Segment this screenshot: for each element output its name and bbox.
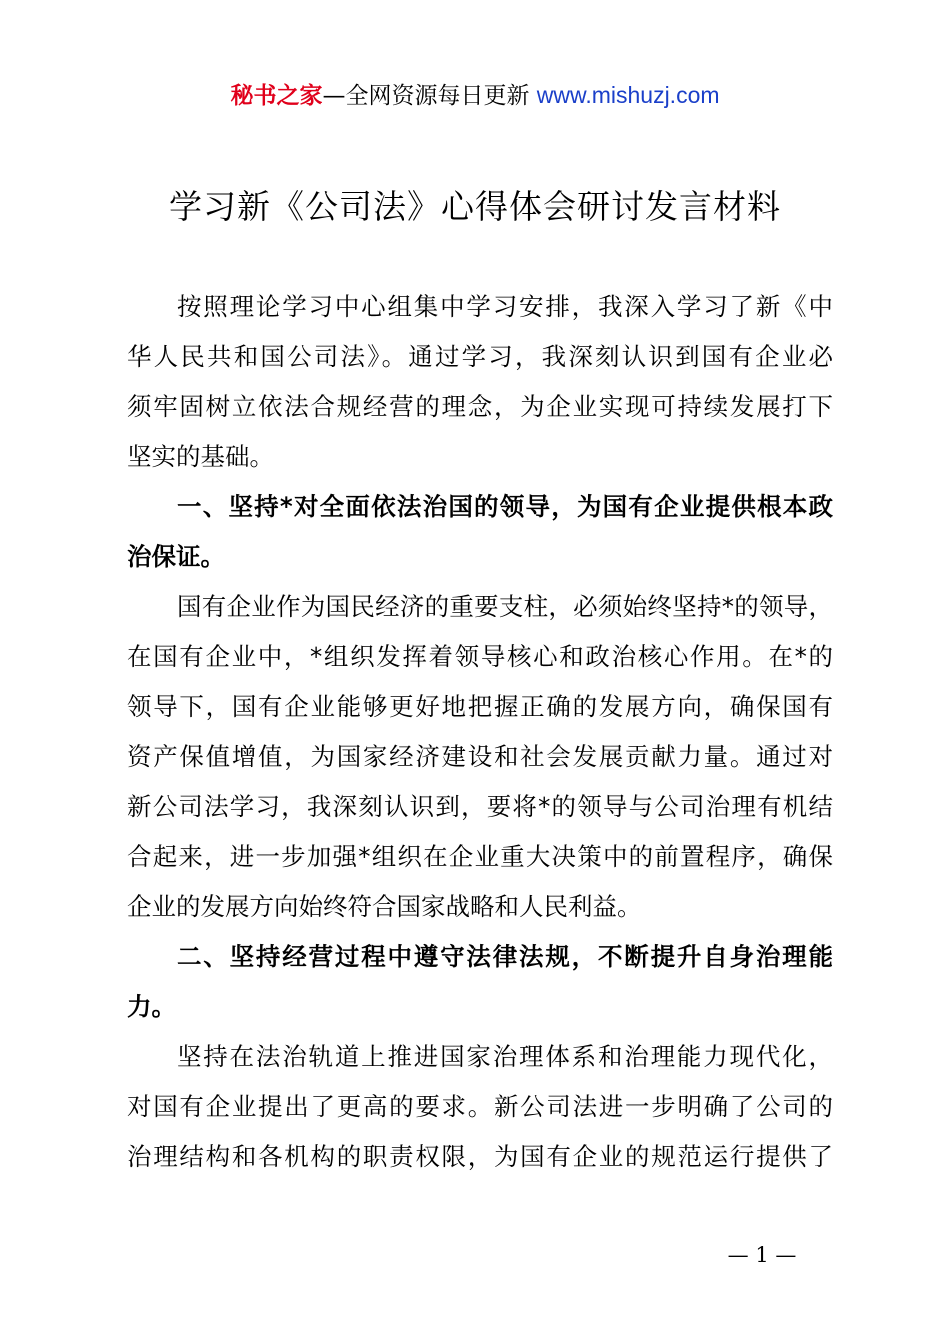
paragraph-line: 坚持在法治轨道上推进国家治理体系和治理能力现代化， bbox=[177, 1042, 833, 1071]
document-title: 学习新《公司法》心得体会研讨发言材料 bbox=[169, 187, 781, 226]
paragraph-line: 须牢固树立依法合规经营的理念，为企业实现可持续发展打下 bbox=[127, 392, 833, 421]
section-heading-line: 二、坚持经营过程中遵守法律法规，不断提升自身治理能 bbox=[177, 942, 833, 971]
site-tagline: —全网资源每日更新 bbox=[322, 83, 537, 109]
paragraph-line: 治理结构和各机构的职责权限，为国有企业的规范运行提供了 bbox=[127, 1142, 833, 1171]
site-header bbox=[0, 78, 950, 113]
section-heading-line: 一、坚持*对全面依法治国的领导，为国有企业提供根本政 bbox=[177, 492, 833, 521]
paragraph-line: 资产保值增值，为国家经济建设和社会发展贡献力量。通过对 bbox=[127, 742, 833, 771]
paragraph-line: 领导下，国有企业能够更好地把握正确的发展方向，确保国有 bbox=[127, 692, 833, 721]
page-number: — 1 — bbox=[727, 1243, 797, 1267]
site-brand: 秘书之家 bbox=[230, 83, 323, 109]
paragraph-line: 对国有企业提出了更高的要求。新公司法进一步明确了公司的 bbox=[127, 1092, 833, 1121]
document-body bbox=[127, 282, 833, 1182]
paragraph-line: 坚实的基础。 bbox=[127, 442, 274, 471]
section-heading-line: 治保证。 bbox=[127, 542, 225, 571]
paragraph-line: 新公司法学习，我深刻认识到，要将*的领导与公司治理有机结 bbox=[127, 792, 833, 821]
section-heading-line: 力。 bbox=[127, 992, 176, 1021]
paragraph-line: 合起来，进一步加强*组织在企业重大决策中的前置程序，确保 bbox=[127, 842, 833, 871]
site-url-link[interactable]: www.mishuzj.com bbox=[536, 82, 720, 108]
paragraph-line: 企业的发展方向始终符合国家战略和人民利益。 bbox=[127, 892, 642, 921]
paragraph-line: 华人民共和国公司法》。通过学习，我深刻认识到国有企业必 bbox=[127, 342, 833, 371]
paragraph-line: 在国有企业中，*组织发挥着领导核心和政治核心作用。在*的 bbox=[127, 642, 833, 671]
paragraph-line: 国有企业作为国民经济的重要支柱，必须始终坚持*的领导， bbox=[177, 592, 833, 621]
paragraph-line: 按照理论学习中心组集中学习安排，我深入学习了新《中 bbox=[177, 292, 833, 321]
